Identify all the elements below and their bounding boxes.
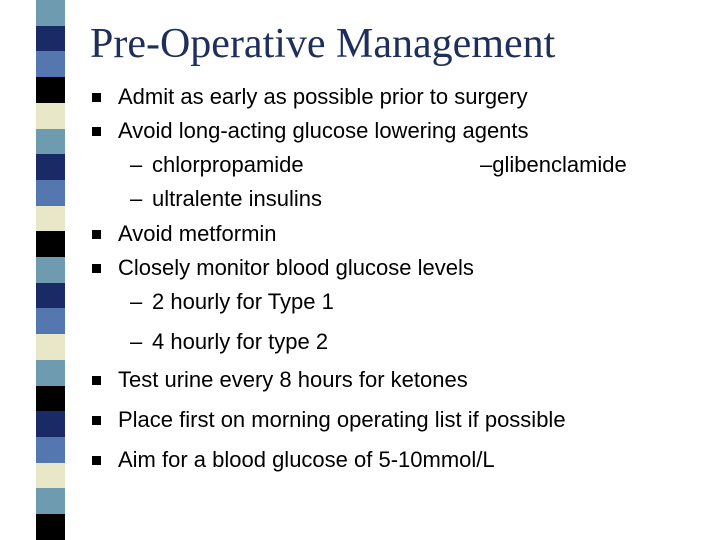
sub-bullet-dash: – xyxy=(130,152,143,177)
bullet-marker xyxy=(92,416,101,425)
sub-item-chlorpropamide: chlorpropamide xyxy=(152,152,304,177)
bullet-marker xyxy=(92,264,101,273)
sub-bullet-dash: – xyxy=(130,329,143,354)
bullet-marker xyxy=(92,127,101,136)
sub-item-ultralente: ultralente insulins xyxy=(152,186,322,211)
sub-item-type1: 2 hourly for Type 1 xyxy=(152,289,334,314)
bullet-item-monitor-glucose: Closely monitor blood glucose levels xyxy=(118,255,474,280)
bullet-item-admit: Admit as early as possible prior to surgery xyxy=(118,84,528,109)
sub-bullet-dash: – xyxy=(130,289,143,314)
bullet-marker xyxy=(92,456,101,465)
bullet-item-avoid-metformin: Avoid metformin xyxy=(118,221,277,246)
slide-title: Pre-Operative Management xyxy=(90,21,556,67)
sub-item-glibenclamide: –glibenclamide xyxy=(480,152,627,177)
bullet-item-glucose-target: Aim for a blood glucose of 5-10mmol/L xyxy=(118,447,495,472)
bullet-item-operating-list: Place first on morning operating list if possible xyxy=(118,407,566,432)
bullet-marker xyxy=(92,93,101,102)
bullet-item-avoid-long-acting: Avoid long-acting glucose lowering agents xyxy=(118,118,529,143)
bullet-item-test-urine: Test urine every 8 hours for ketones xyxy=(118,367,468,392)
sub-item-type2: 4 hourly for type 2 xyxy=(152,329,329,354)
bullet-marker xyxy=(92,230,101,239)
bullet-marker xyxy=(92,376,101,385)
sub-bullet-dash: – xyxy=(130,186,143,211)
